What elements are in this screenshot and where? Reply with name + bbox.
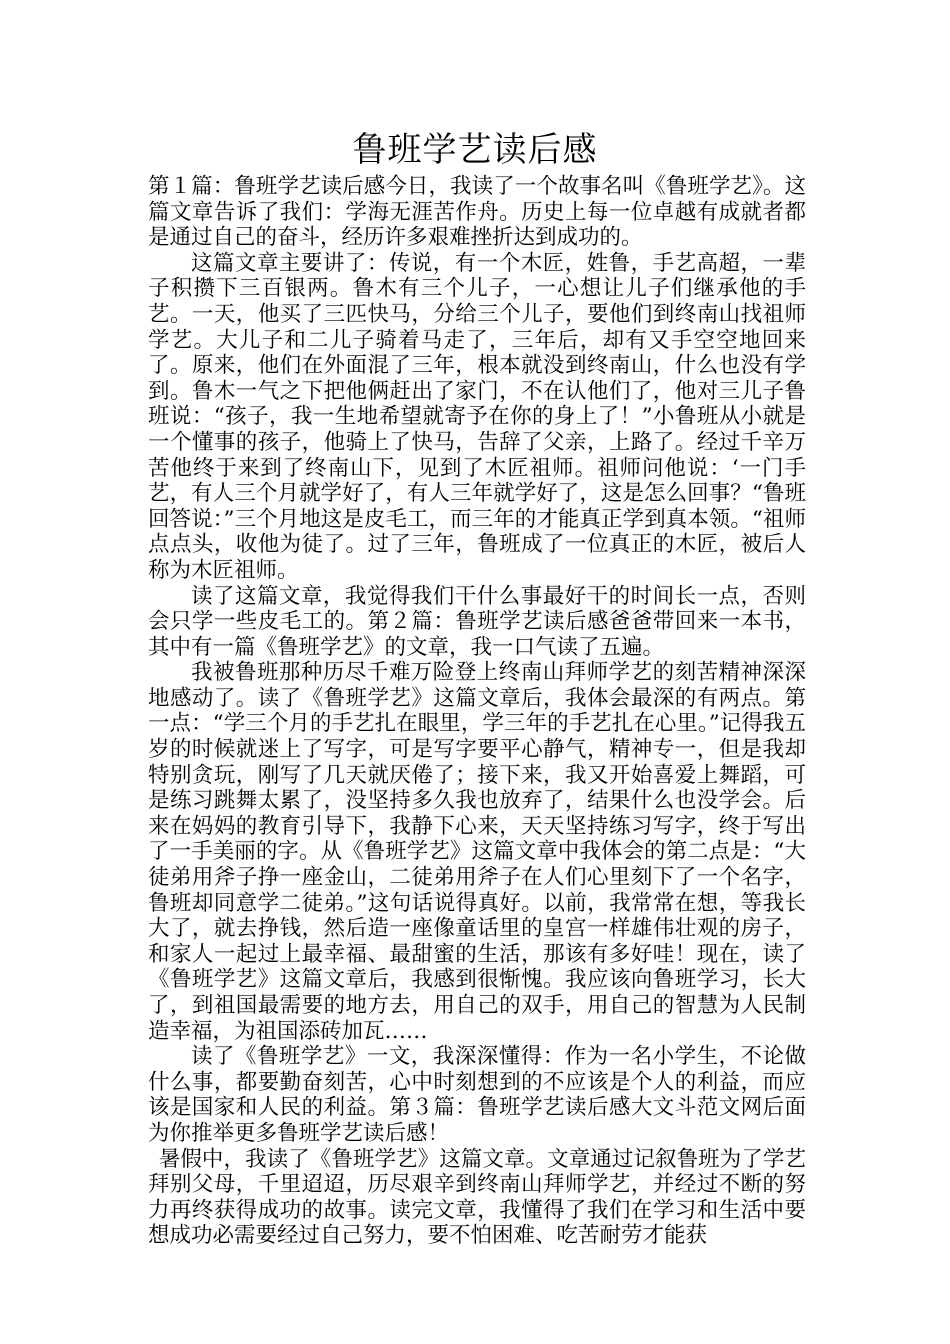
paragraph-5: 读了《鲁班学艺》一文，我深深懂得：作为一名小学生，不论做什么事，都要勤奋刻苦，心中时刻想到的不应该是个人的利益，而应该是国家和人民的利益。第３篇：鲁班学艺读后感大文斗范文网后面为你推举更多鲁班学艺读后感！	[148, 1044, 806, 1146]
paragraph-1: 第１篇：鲁班学艺读后感今日，我读了一个故事名叫《鲁班学艺》。这篇文章告诉了我们：学海无涯苦作舟。历史上每一位卓越有成就者都是通过自己的奋斗，经历许多艰难挫折达到成功的。	[148, 174, 806, 251]
paragraph-4: 我被鲁班那种历尽千难万险登上终南山拜师学艺的刻苦精神深深地感动了。读了《鲁班学艺》这篇文章后，我体会最深的有两点。第一点：“学三个月的手艺扎在眼里，学三年的手艺扎在心里。”记得我五岁的时候就迷上了写字，可是写字要平心静气，精神专一，但是我却特别贪玩，刚写了几天就厌倦了；接下来，我又开始喜爱上舞蹈，可是练习跳舞太累了，没坚持多久我也放弃了，结果什么也没学会。后来在妈妈的教育引导下，我静下心来，天天坚持练习写字，终于写出了一手美丽的字。从《鲁班学艺》这篇文章中我体会的第二点是：“大徒弟用斧子挣一座金山，二徒弟用斧子在人们心里刻下了一个名字，鲁班却同意学二徒弟。”这句话说得真好。以前，我常常在想，等我长大了，就去挣钱，然后造一座像童话里的皇宫一样雄伟壮观的房子，和家人一起过上最幸福、最甜蜜的生活，那该有多好哇！现在，读了《鲁班学艺》这篇文章后，我感到很惭愧。我应该向鲁班学习，长大了，到祖国最需要的地方去，用自己的双手，用自己的智慧为人民制造幸福，为祖国添砖加瓦……	[148, 660, 806, 1044]
document-body	[148, 174, 806, 1249]
paragraph-2: 这篇文章主要讲了：传说，有一个木匠，姓鲁，手艺高超，一辈子积攒下三百银两。鲁木有三个儿子，一心想让儿子们继承他的手艺。一天，他买了三匹快马，分给三个儿子，要他们到终南山找祖师学艺。大儿子和二儿子骑着马走了，三年后，却有又手空空地回来了。原来，他们在外面混了三年，根本就没到终南山，什么也没有学到。鲁木一气之下把他俩赶出了家门，不在认他们了，他对三儿子鲁班说：“孩子，我一生地希望就寄予在你的身上了！”小鲁班从小就是一个懂事的孩子，他骑上了快马，告辞了父亲，上路了。经过千辛万苦他终于来到了终南山下，见到了木匠祖师。祖师问他说：‘一门手艺，有人三个月就学好了，有人三年就学好了，这是怎么回事？“鲁班回答说：”三个月地这是皮毛工，而三年的才能真正学到真本领。“祖师点点头，收他为徒了。过了三年，鲁班成了一位真正的木匠，被后人称为木匠祖师。	[148, 250, 806, 583]
document-title: 鲁班学艺读后感	[352, 130, 598, 170]
paragraph-6: 暑假中，我读了《鲁班学艺》这篇文章。文章通过记叙鲁班为了学艺拜别父母，千里迢迢，历尽艰辛到终南山拜师学艺，并经过不断的努力再终获得成功的故事。读完文章，我懂得了我们在学习和生活中要想成功必需要经过自己努力，要不怕困难、吃苦耐劳才能获	[148, 1146, 806, 1249]
paragraph-3: 读了这篇文章，我觉得我们干什么事最好干的时间长一点，否则会只学一些皮毛工的。第２篇：鲁班学艺读后感爸爸带回来一本书，其中有一篇《鲁班学艺》的文章，我一口气读了五遍。	[148, 583, 806, 660]
